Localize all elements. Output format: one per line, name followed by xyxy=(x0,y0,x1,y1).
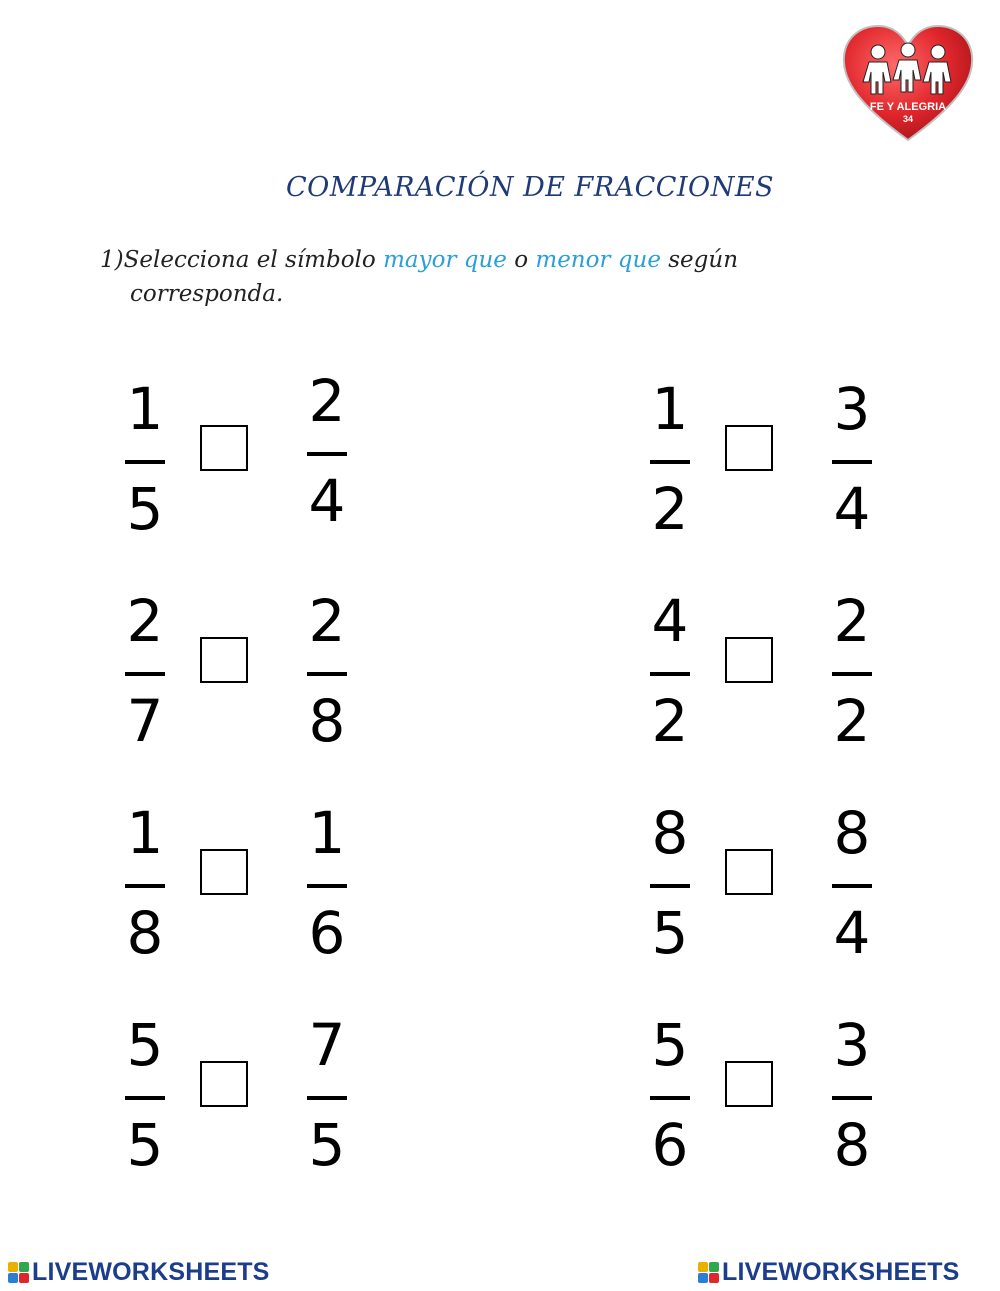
fraction-bar xyxy=(832,884,872,888)
denominator: 6 xyxy=(308,899,346,967)
numerator: 1 xyxy=(126,799,164,867)
numerator: 8 xyxy=(651,799,689,867)
denominator: 4 xyxy=(308,467,346,535)
option-greater-than: mayor que xyxy=(383,247,507,273)
fraction-bar xyxy=(307,884,347,888)
numerator: 5 xyxy=(126,1011,164,1079)
liveworksheets-grid-icon xyxy=(698,1262,719,1283)
fraction-bar xyxy=(125,884,165,888)
numerator: 8 xyxy=(833,799,871,867)
problem-6 xyxy=(640,799,920,984)
problem-4 xyxy=(640,587,920,772)
denominator: 8 xyxy=(126,899,164,967)
fraction-bar xyxy=(832,460,872,464)
problem-8 xyxy=(640,1011,920,1196)
numerator: 7 xyxy=(308,1011,346,1079)
denominator: 2 xyxy=(651,687,689,755)
numerator: 1 xyxy=(651,375,689,443)
option-less-than: menor que xyxy=(535,247,661,273)
liveworksheets-grid-icon xyxy=(8,1262,29,1283)
fraction-bar xyxy=(125,672,165,676)
liveworksheets-logo-right xyxy=(698,1258,960,1287)
denominator: 5 xyxy=(126,1111,164,1179)
denominator: 2 xyxy=(651,475,689,543)
answer-box[interactable] xyxy=(200,637,248,683)
numerator: 2 xyxy=(308,367,346,435)
numerator: 2 xyxy=(308,587,346,655)
liveworksheets-logo-left xyxy=(8,1258,270,1287)
denominator: 7 xyxy=(126,687,164,755)
fraction-bar xyxy=(832,672,872,676)
instruction-middle: o xyxy=(506,247,536,273)
fraction-bar xyxy=(125,460,165,464)
answer-box[interactable] xyxy=(725,1061,773,1107)
liveworksheets-brand: LIVEWORKSHEETS xyxy=(722,1258,960,1286)
school-logo xyxy=(838,22,978,144)
instruction-line2: corresponda. xyxy=(130,281,284,307)
fraction-bar xyxy=(650,884,690,888)
fraction-bar xyxy=(307,452,347,456)
fraction-bar xyxy=(650,1096,690,1100)
denominator: 6 xyxy=(651,1111,689,1179)
liveworksheets-brand: LIVEWORKSHEETS xyxy=(32,1258,270,1286)
answer-box[interactable] xyxy=(725,849,773,895)
denominator: 4 xyxy=(833,899,871,967)
denominator: 8 xyxy=(833,1111,871,1179)
instruction-suffix: según xyxy=(660,247,739,273)
denominator: 2 xyxy=(833,687,871,755)
answer-box[interactable] xyxy=(200,425,248,471)
numerator: 5 xyxy=(651,1011,689,1079)
numerator: 3 xyxy=(833,1011,871,1079)
answer-box[interactable] xyxy=(200,849,248,895)
logo-number: 34 xyxy=(902,114,914,124)
fraction-bar xyxy=(307,672,347,676)
problem-7 xyxy=(115,1011,395,1196)
logo-text: FE Y ALEGRIA xyxy=(869,101,947,113)
fraction-bar xyxy=(832,1096,872,1100)
numerator: 4 xyxy=(651,587,689,655)
problem-5 xyxy=(115,799,395,984)
problem-1 xyxy=(115,367,395,560)
denominator: 5 xyxy=(651,899,689,967)
numerator: 3 xyxy=(833,375,871,443)
answer-box[interactable] xyxy=(725,425,773,471)
numerator: 1 xyxy=(308,799,346,867)
denominator: 5 xyxy=(308,1111,346,1179)
answer-box[interactable] xyxy=(725,637,773,683)
numerator: 2 xyxy=(833,587,871,655)
fraction-bar xyxy=(307,1096,347,1100)
page-title: COMPARACIÓN DE FRACCIONES xyxy=(285,172,775,203)
fraction-bar xyxy=(650,460,690,464)
numerator: 1 xyxy=(126,375,164,443)
fraction-bar xyxy=(650,672,690,676)
numerator: 2 xyxy=(126,587,164,655)
instruction xyxy=(100,243,860,311)
problem-2 xyxy=(640,375,920,560)
fraction-bar xyxy=(125,1096,165,1100)
denominator: 5 xyxy=(126,475,164,543)
answer-box[interactable] xyxy=(200,1061,248,1107)
problem-3 xyxy=(115,587,395,772)
denominator: 8 xyxy=(308,687,346,755)
instruction-prefix: 1)Selecciona el símbolo xyxy=(100,247,384,273)
denominator: 4 xyxy=(833,475,871,543)
